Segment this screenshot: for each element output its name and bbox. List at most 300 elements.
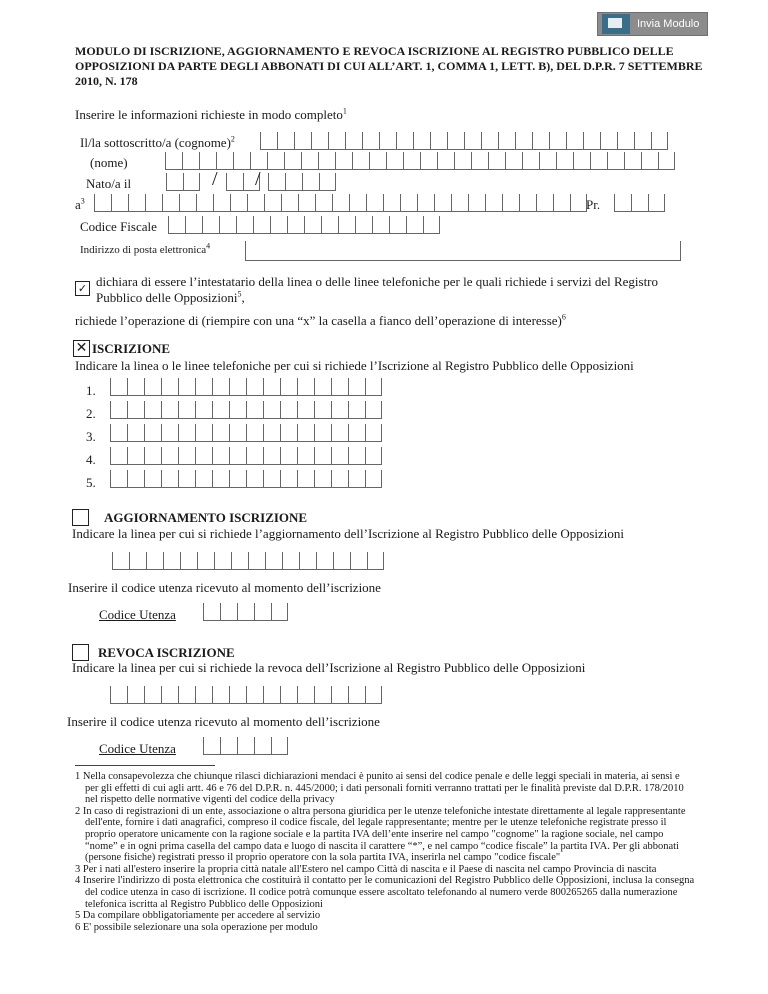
revoca-code-label: Codice Utenza: [99, 741, 176, 756]
input-cell[interactable]: [196, 194, 213, 212]
input-cell[interactable]: [185, 216, 202, 234]
line-number: 1.: [86, 383, 96, 398]
input-cell[interactable]: [161, 686, 178, 704]
input-cell[interactable]: [111, 194, 128, 212]
input-cell[interactable]: [229, 470, 246, 488]
input-cell[interactable]: [220, 737, 237, 755]
input-cell[interactable]: [271, 603, 288, 621]
input-cell[interactable]: [331, 424, 348, 442]
footnote-ref: 5: [237, 289, 242, 299]
input-cell[interactable]: [570, 194, 587, 212]
input-cell[interactable]: [522, 152, 539, 170]
input-cell[interactable]: [254, 737, 271, 755]
input-cell[interactable]: [127, 378, 144, 396]
email-label: [80, 241, 211, 256]
input-cell[interactable]: [331, 686, 348, 704]
input-cell[interactable]: [212, 686, 229, 704]
input-cell[interactable]: [348, 401, 365, 419]
birth-place-field[interactable]: [94, 194, 587, 212]
input-cell[interactable]: [127, 447, 144, 465]
input-cell[interactable]: [348, 424, 365, 442]
operation-request-text: [75, 313, 566, 329]
input-cell[interactable]: [246, 401, 263, 419]
input-cell[interactable]: [229, 686, 246, 704]
input-cell[interactable]: [631, 194, 648, 212]
input-cell[interactable]: [434, 194, 451, 212]
input-cell[interactable]: [406, 216, 423, 234]
birth-day-field[interactable]: [166, 173, 200, 191]
input-cell[interactable]: [417, 194, 434, 212]
aggiornamento-instruction: Indicare la linea per cui si richiede l’aggiornamento dell’Iscrizione al Registro Pubblico delle Opposizioni: [72, 526, 624, 541]
input-cell[interactable]: [263, 470, 280, 488]
input-cell[interactable]: [94, 194, 111, 212]
input-cell[interactable]: [280, 686, 297, 704]
input-cell[interactable]: [365, 378, 382, 396]
input-cell[interactable]: [331, 470, 348, 488]
input-cell[interactable]: [178, 686, 195, 704]
input-cell[interactable]: [246, 378, 263, 396]
input-cell[interactable]: [264, 194, 281, 212]
input-cell[interactable]: [294, 132, 311, 150]
input-cell[interactable]: [583, 132, 600, 150]
input-cell[interactable]: [365, 401, 382, 419]
input-cell[interactable]: [365, 470, 382, 488]
input-cell[interactable]: [447, 132, 464, 150]
input-cell[interactable]: [379, 132, 396, 150]
footnote: 5 Da compilare obbligatoriamente per accedere al servizio: [75, 910, 321, 922]
input-cell[interactable]: [481, 132, 498, 150]
input-cell[interactable]: [263, 401, 280, 419]
input-cell[interactable]: [318, 152, 335, 170]
input-cell[interactable]: [231, 552, 248, 570]
input-cell[interactable]: [299, 552, 316, 570]
input-cell[interactable]: [268, 173, 285, 191]
update-user-code-field[interactable]: [203, 603, 288, 621]
input-cell[interactable]: [280, 447, 297, 465]
input-cell[interactable]: [498, 132, 515, 150]
province-field[interactable]: [614, 194, 665, 212]
input-cell[interactable]: [634, 132, 651, 150]
input-cell[interactable]: [195, 686, 212, 704]
input-cell[interactable]: [285, 173, 302, 191]
input-cell[interactable]: [352, 152, 369, 170]
input-cell[interactable]: [145, 194, 162, 212]
input-cell[interactable]: [365, 447, 382, 465]
input-cell[interactable]: [277, 132, 294, 150]
input-cell[interactable]: [420, 152, 437, 170]
input-cell[interactable]: [226, 173, 243, 191]
input-cell[interactable]: [237, 737, 254, 755]
input-cell[interactable]: [179, 194, 196, 212]
input-cell[interactable]: [566, 132, 583, 150]
input-cell[interactable]: [197, 552, 214, 570]
input-cell[interactable]: [195, 424, 212, 442]
revoca-checkbox[interactable]: [72, 644, 89, 661]
footnote-ref: 6: [561, 312, 566, 322]
tax-code-label: Codice Fiscale: [80, 219, 157, 234]
input-cell[interactable]: [195, 401, 212, 419]
input-cell[interactable]: [331, 401, 348, 419]
input-cell[interactable]: [213, 194, 230, 212]
input-cell[interactable]: [144, 378, 161, 396]
input-cell[interactable]: [183, 173, 200, 191]
input-cell[interactable]: [219, 216, 236, 234]
input-cell[interactable]: [128, 194, 145, 212]
input-cell[interactable]: [248, 552, 265, 570]
input-cell[interactable]: [389, 216, 406, 234]
input-cell[interactable]: [246, 470, 263, 488]
input-cell[interactable]: [247, 194, 264, 212]
input-cell[interactable]: [607, 152, 624, 170]
date-separator: /: [212, 168, 218, 190]
input-cell[interactable]: [539, 152, 556, 170]
input-cell[interactable]: [127, 424, 144, 442]
input-cell[interactable]: [464, 132, 481, 150]
submit-form-label: Invia Modulo: [637, 18, 700, 30]
footnotes: [75, 771, 695, 933]
input-cell[interactable]: [127, 401, 144, 419]
input-cell[interactable]: [144, 401, 161, 419]
input-cell[interactable]: [297, 686, 314, 704]
input-cell[interactable]: [362, 132, 379, 150]
intro-label: Inserire le informazioni richieste in modo completo: [75, 107, 343, 122]
input-cell[interactable]: [129, 552, 146, 570]
input-cell[interactable]: [214, 552, 231, 570]
birth-year-field[interactable]: [268, 173, 336, 191]
input-cell[interactable]: [350, 552, 367, 570]
input-cell[interactable]: [220, 603, 237, 621]
declaration-checkbox[interactable]: ✓: [75, 281, 90, 296]
footnote-separator: [75, 765, 215, 766]
form-icon: [602, 14, 630, 34]
input-cell[interactable]: [229, 401, 246, 419]
birth-place-label: [75, 197, 85, 213]
input-cell[interactable]: [451, 194, 468, 212]
input-cell[interactable]: [345, 132, 362, 150]
input-cell[interactable]: [651, 132, 668, 150]
input-cell[interactable]: [332, 194, 349, 212]
declaration-tail: ,: [241, 290, 245, 305]
input-cell[interactable]: [297, 401, 314, 419]
input-cell[interactable]: [282, 552, 299, 570]
aggiornamento-code-label: Codice Utenza: [99, 607, 176, 622]
input-cell[interactable]: [301, 152, 318, 170]
input-cell[interactable]: [263, 447, 280, 465]
revoke-line-field[interactable]: [110, 686, 382, 704]
iscrizione-checkbox[interactable]: ✕: [73, 340, 90, 357]
iscrizione-instruction: Indicare la linea o le linee telefoniche per cui si richiede l’Iscrizione al Registro Pubblico delle Opposizioni: [75, 358, 634, 373]
input-cell[interactable]: [553, 194, 570, 212]
input-cell[interactable]: [203, 737, 220, 755]
footnote: 3 Per i nati all'estero inserire la propria città natale all'Estero nel campo Città di nascita e il Paese di nascita nel campo Provincia di nascita: [75, 863, 657, 875]
name-label: (nome): [90, 155, 128, 170]
input-cell[interactable]: [298, 194, 315, 212]
declaration-text: [96, 274, 696, 306]
input-cell[interactable]: [127, 686, 144, 704]
footnote-ref: 1: [342, 106, 347, 116]
input-cell[interactable]: [263, 378, 280, 396]
input-cell[interactable]: [519, 194, 536, 212]
input-cell[interactable]: [338, 216, 355, 234]
revoke-user-code-field[interactable]: [203, 737, 288, 755]
declaration-label: dichiara di essere l’intestatario della linea o delle linee telefoniche per le quali richiede i servizi del Registro Pubblico delle Opposizioni: [96, 274, 659, 305]
tax-code-field[interactable]: [168, 216, 440, 234]
input-cell[interactable]: [331, 378, 348, 396]
email-field[interactable]: [245, 241, 681, 261]
input-cell[interactable]: [263, 424, 280, 442]
input-cell[interactable]: [180, 552, 197, 570]
input-cell[interactable]: [549, 132, 566, 150]
submit-form-button[interactable]: [597, 12, 708, 36]
input-cell[interactable]: [400, 194, 417, 212]
input-cell[interactable]: [386, 152, 403, 170]
input-cell[interactable]: [641, 152, 658, 170]
input-cell[interactable]: [280, 378, 297, 396]
input-cell[interactable]: [297, 470, 314, 488]
input-cell[interactable]: [624, 152, 641, 170]
input-cell[interactable]: [168, 216, 185, 234]
input-cell[interactable]: [556, 152, 573, 170]
input-cell[interactable]: [454, 152, 471, 170]
surname-field[interactable]: [260, 132, 668, 150]
input-cell[interactable]: [314, 424, 331, 442]
input-cell[interactable]: [165, 152, 182, 170]
input-cell[interactable]: [335, 152, 352, 170]
input-cell[interactable]: [365, 686, 382, 704]
page-title: MODULO DI ISCRIZIONE, AGGIORNAMENTO E REVOCA ISCRIZIONE AL REGISTRO PUBBLICO DELLE OPPOSIZIONI DA PARTE DEGLI ABBONATI DI CUI ALL’ART. 1, COMMA 1, LETT. B), DEL D.P.R. 7 SETTEMBRE 2010, N. 178: [75, 44, 703, 88]
input-cell[interactable]: [229, 447, 246, 465]
input-cell[interactable]: [110, 447, 127, 465]
input-cell[interactable]: [110, 378, 127, 396]
input-cell[interactable]: [230, 194, 247, 212]
input-cell[interactable]: [297, 424, 314, 442]
input-cell[interactable]: [236, 216, 253, 234]
input-cell[interactable]: [270, 216, 287, 234]
phone-line-field-2[interactable]: [110, 401, 382, 419]
input-cell[interactable]: [233, 152, 250, 170]
input-cell[interactable]: [166, 173, 183, 191]
surname-label: [80, 135, 235, 151]
input-cell[interactable]: [280, 470, 297, 488]
phone-line-field-5[interactable]: [110, 470, 382, 488]
input-cell[interactable]: [614, 194, 631, 212]
input-cell[interactable]: [163, 552, 180, 570]
input-cell[interactable]: [112, 552, 129, 570]
province-label: Pr.: [586, 197, 601, 212]
name-field[interactable]: [165, 152, 675, 170]
input-cell[interactable]: [321, 216, 338, 234]
input-cell[interactable]: [315, 194, 332, 212]
input-cell[interactable]: [311, 132, 328, 150]
input-cell[interactable]: [178, 401, 195, 419]
operation-request-label: richiede l’operazione di (riempire con una “x” la casella a fianco dell’operazione di interesse): [75, 313, 562, 328]
input-cell[interactable]: [314, 401, 331, 419]
input-cell[interactable]: [161, 401, 178, 419]
line-number: 2.: [86, 406, 96, 421]
line-number: 5.: [86, 475, 96, 490]
input-cell[interactable]: [348, 686, 365, 704]
input-cell[interactable]: [162, 194, 179, 212]
input-cell[interactable]: [246, 447, 263, 465]
input-cell[interactable]: [617, 132, 634, 150]
revoca-title: REVOCA ISCRIZIONE: [98, 645, 235, 660]
input-cell[interactable]: [532, 132, 549, 150]
input-cell[interactable]: [161, 447, 178, 465]
input-cell[interactable]: [246, 686, 263, 704]
line-number: 3.: [86, 429, 96, 444]
input-cell[interactable]: [316, 552, 333, 570]
input-cell[interactable]: [333, 552, 350, 570]
input-cell[interactable]: [144, 470, 161, 488]
input-cell[interactable]: [314, 686, 331, 704]
input-cell[interactable]: [403, 152, 420, 170]
phone-line-field-1[interactable]: [110, 378, 382, 396]
footnote-ref: 4: [206, 241, 211, 251]
input-cell[interactable]: [366, 194, 383, 212]
input-cell[interactable]: [254, 603, 271, 621]
footnote: 4 Inserire l'indirizzo di posta elettronica che costituirà il contatto per le comunicazioni del Registro Pubblico delle Opposizioni, inclusa la consegna del codice utenza in caso di iscrizione. Il codice potrà comunque essere ascoltato telefonando al numero verde 800265265 dalla numerazione telefonica iscritta al Registro Pubblico delle Opposizioni: [75, 875, 695, 910]
input-cell[interactable]: [202, 216, 219, 234]
input-cell[interactable]: [502, 194, 519, 212]
input-cell[interactable]: [280, 424, 297, 442]
input-cell[interactable]: [182, 152, 199, 170]
input-cell[interactable]: [430, 132, 447, 150]
input-cell[interactable]: [515, 132, 532, 150]
input-cell[interactable]: [212, 424, 229, 442]
phone-line-field-3[interactable]: [110, 424, 382, 442]
birth-place-text: a: [75, 197, 81, 212]
input-cell[interactable]: [297, 447, 314, 465]
input-cell[interactable]: [110, 470, 127, 488]
input-cell[interactable]: [253, 216, 270, 234]
input-cell[interactable]: [216, 152, 233, 170]
email-label-text: Indirizzo di posta elettronica: [80, 244, 207, 256]
input-cell[interactable]: [263, 686, 280, 704]
input-cell[interactable]: [314, 447, 331, 465]
input-cell[interactable]: [413, 132, 430, 150]
line-number: 4.: [86, 452, 96, 467]
input-cell[interactable]: [212, 401, 229, 419]
input-cell[interactable]: [369, 152, 386, 170]
input-cell[interactable]: [144, 424, 161, 442]
input-cell[interactable]: [396, 132, 413, 150]
input-cell[interactable]: [287, 216, 304, 234]
phone-line-field-4[interactable]: [110, 447, 382, 465]
input-cell[interactable]: [110, 401, 127, 419]
input-cell[interactable]: [178, 470, 195, 488]
footnote: 6 E' possibile selezionare una sola operazione per modulo: [75, 921, 318, 933]
intro-text: [75, 107, 347, 123]
birth-date-label: Nato/a il: [86, 176, 132, 191]
input-cell[interactable]: [304, 216, 321, 234]
input-cell[interactable]: [144, 686, 161, 704]
input-cell[interactable]: [471, 152, 488, 170]
input-cell[interactable]: [267, 152, 284, 170]
input-cell[interactable]: [319, 173, 336, 191]
input-cell[interactable]: [314, 378, 331, 396]
input-cell[interactable]: [195, 470, 212, 488]
input-cell[interactable]: [355, 216, 372, 234]
input-cell[interactable]: [423, 216, 440, 234]
footnote-ref: 2: [230, 134, 235, 144]
aggiornamento-code-instruction: Inserire il codice utenza ricevuto al momento dell’iscrizione: [68, 580, 381, 595]
input-cell[interactable]: [658, 152, 675, 170]
input-cell[interactable]: [297, 378, 314, 396]
footnote: 2 In caso di registrazioni di un ente, associazione o altra persona giuridica per le utenze telefoniche intestate direttamente al legale rappresentante dell'ente, fornire i dati anagrafici, compreso il codice fiscale, del legale rappresentante; mentre per le utenze telefoniche registrate presso il proprio operatore unicamente con la ragione sociale e la partita IVA dell’ente inserire nel campo "cognome" la ragione sociale, nel campo “nome” e in ogni prima casella del campo data e luogo di nascita il carattere “*”, e nel campo “codice fiscale” la partita IVA. Per gli abbonati (persone fisiche) registrati presso il proprio operatore con la sola partita IVA, inserirla nel campo "codice fiscale": [75, 805, 686, 864]
aggiornamento-title: AGGIORNAMENTO ISCRIZIONE: [104, 510, 308, 525]
input-cell[interactable]: [573, 152, 590, 170]
input-cell[interactable]: [237, 603, 254, 621]
input-cell[interactable]: [265, 552, 282, 570]
input-cell[interactable]: [328, 132, 345, 150]
input-cell[interactable]: [600, 132, 617, 150]
input-cell[interactable]: [161, 424, 178, 442]
input-cell[interactable]: [260, 132, 277, 150]
input-cell[interactable]: [437, 152, 454, 170]
input-cell[interactable]: [110, 686, 127, 704]
input-cell[interactable]: [314, 470, 331, 488]
input-cell[interactable]: [229, 424, 246, 442]
input-cell[interactable]: [383, 194, 400, 212]
input-cell[interactable]: [146, 552, 163, 570]
input-cell[interactable]: [161, 378, 178, 396]
iscrizione-title: ISCRIZIONE: [92, 341, 171, 356]
input-cell[interactable]: [485, 194, 502, 212]
input-cell[interactable]: [110, 424, 127, 442]
input-cell[interactable]: [195, 447, 212, 465]
input-cell[interactable]: [348, 378, 365, 396]
input-cell[interactable]: [212, 470, 229, 488]
input-cell[interactable]: [178, 424, 195, 442]
input-cell[interactable]: [127, 470, 144, 488]
input-cell[interactable]: [161, 470, 178, 488]
input-cell[interactable]: [468, 194, 485, 212]
input-cell[interactable]: [271, 737, 288, 755]
input-cell[interactable]: [348, 470, 365, 488]
input-cell[interactable]: [505, 152, 522, 170]
input-cell[interactable]: [536, 194, 553, 212]
input-cell[interactable]: [246, 424, 263, 442]
input-cell[interactable]: [212, 447, 229, 465]
input-cell[interactable]: [590, 152, 607, 170]
input-cell[interactable]: [367, 552, 384, 570]
input-cell[interactable]: [229, 378, 246, 396]
aggiornamento-checkbox[interactable]: [72, 509, 89, 526]
input-cell[interactable]: [488, 152, 505, 170]
input-cell[interactable]: [348, 447, 365, 465]
input-cell[interactable]: [178, 378, 195, 396]
footnote-ref: 3: [80, 196, 85, 206]
update-line-field[interactable]: [112, 552, 384, 570]
input-cell[interactable]: [203, 603, 220, 621]
revoca-instruction: Indicare la linea per cui si richiede la revoca dell’Iscrizione al Registro Pubblico delle Opposizioni: [72, 660, 586, 675]
input-cell[interactable]: [281, 194, 298, 212]
date-separator: /: [255, 168, 261, 190]
input-cell[interactable]: [212, 378, 229, 396]
input-cell[interactable]: [195, 378, 212, 396]
input-cell[interactable]: [284, 152, 301, 170]
input-cell[interactable]: [648, 194, 665, 212]
input-cell[interactable]: [365, 424, 382, 442]
input-cell[interactable]: [302, 173, 319, 191]
input-cell[interactable]: [178, 447, 195, 465]
footnote: 1 Nella consapevolezza che chiunque rilasci dichiarazioni mendaci è punito ai sensi del codice penale e delle leggi speciali in materia, ai sensi e per gli effetti di cui agli artt. 46 e 76 del D.P.R. n. 445/2000; i dati personali forniti verranno trattati per le finalità previste dal D.P.R. 178/2010 nel rispetto delle normative vigenti del codice della privacy: [75, 771, 684, 806]
input-cell[interactable]: [349, 194, 366, 212]
input-cell[interactable]: [331, 447, 348, 465]
input-cell[interactable]: [144, 447, 161, 465]
input-cell[interactable]: [280, 401, 297, 419]
input-cell[interactable]: [372, 216, 389, 234]
